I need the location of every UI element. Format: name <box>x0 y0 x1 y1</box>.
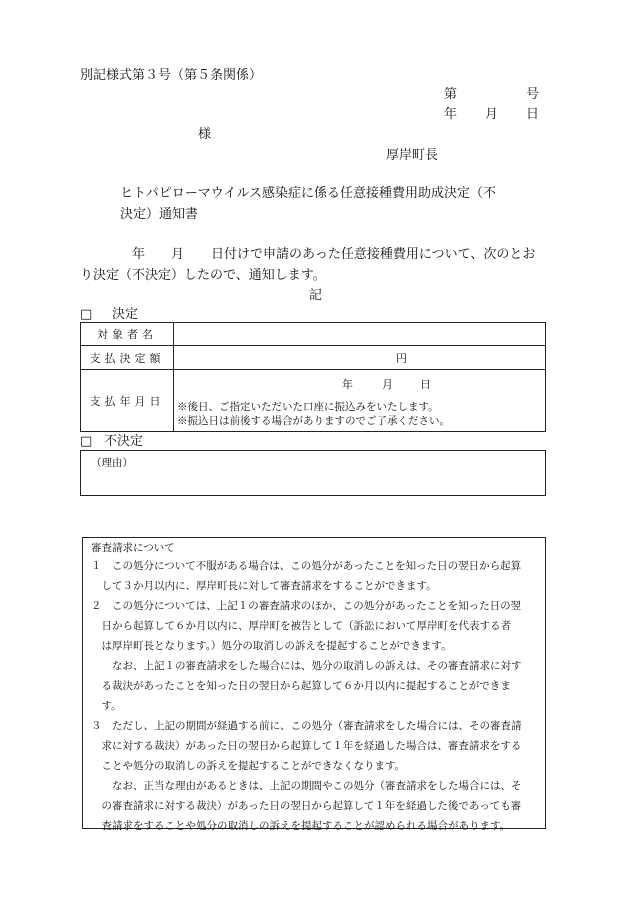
appeal-line: る裁決があったことを知った日の翌日から起算して６か月以内に提起することができま <box>91 680 511 692</box>
appeal-line: して３か月以内に、厚岸町長に対して審査請求をすることができます。 <box>91 580 437 592</box>
appeal-line: 日から起算して６か月以内に、厚岸町を被告として（訴訟において厚岸町を代表する者 <box>91 620 511 632</box>
sender: 厚岸町長 <box>386 148 439 163</box>
appeal-line: 求に対する裁決）があった日の翌日から起算して１年を経過した場合は、審査請求をする <box>91 740 522 752</box>
body-line-2: り決定（不決定）したので、通知します。 <box>80 268 326 283</box>
table-row <box>81 370 546 432</box>
decision-checkbox[interactable]: □ <box>80 307 93 322</box>
recipient-honorific: 様 <box>198 127 212 142</box>
date-day: 日 <box>526 107 540 122</box>
yen-unit: 円 <box>396 351 407 365</box>
body-year: 年 <box>132 247 146 262</box>
payment-note-2: ※振込日は前後する場合がありますのでご了承ください。 <box>177 415 450 427</box>
decision-label: 決定 <box>112 307 139 322</box>
ki-heading: 記 <box>309 288 323 303</box>
appeal-line: 査請求をすることや処分の取消しの訴えを提起することが認められる場合があります。 <box>91 820 511 832</box>
payment-amount-label: 支払決定額 <box>81 346 174 370</box>
appeal-line: なお、正当な理由があるときは、上記の期間やこの処分（審査請求をした場合には、そ <box>91 780 522 792</box>
table-row <box>81 323 546 346</box>
doc-no-suffix: 号 <box>526 87 540 102</box>
appeal-line: の審査請求に対する裁決）があった日の翌日から起算して１年を経過した後であっても審 <box>91 800 522 812</box>
payment-date-label: 支払年月日 <box>81 370 174 432</box>
doc-no-prefix: 第 <box>444 87 458 102</box>
non-decision-checkbox[interactable]: □ <box>80 434 93 449</box>
target-name-label: 対象者名 <box>81 323 174 346</box>
appeal-line: は厚岸町長となります。）処分の取消しの訴えを提起することができます。 <box>91 640 452 652</box>
payment-amount-field[interactable] <box>174 346 546 370</box>
payment-year: 年 <box>342 378 353 391</box>
non-decision-label: 不決定 <box>104 434 144 449</box>
date-year: 年 <box>444 107 458 122</box>
body-month: 月 <box>171 247 185 262</box>
body-line-1: 日付けで申請のあった任意接種費用について、次のとお <box>211 247 536 262</box>
payment-date-field[interactable] <box>174 370 546 432</box>
appeal-line: ことや処分の取消しの訴えを提起することができなくなります。 <box>91 760 406 772</box>
appeal-title: 審査請求について <box>91 542 175 554</box>
form-id: 別記様式第３号（第５条関係） <box>80 68 263 83</box>
appeal-line: なお、上記１の審査請求をした場合には、処分の取消しの訴えは、その審査請求に対す <box>91 660 522 672</box>
decision-table <box>80 322 546 432</box>
title-line-1: ヒトパピローマウイルス感染症に係る任意接種費用助成決定（不 <box>120 186 496 201</box>
appeal-notice-box <box>82 537 546 832</box>
appeal-line: ２ この処分については、上記１の審査請求のほか、この処分があったことを知った日の翌 <box>91 600 522 612</box>
payment-note-1: ※後日、ご指定いただいた口座に振込みをいたします。 <box>177 401 439 413</box>
appeal-line: １ この処分について不服がある場合は、この処分があったことを知った日の翌日から起算 <box>91 560 522 572</box>
title-line-2: 決定）通知書 <box>120 207 199 222</box>
table-row <box>81 346 546 370</box>
payment-month: 月 <box>382 378 393 391</box>
appeal-line: ３ ただし、上記の期間が経過する前に、この処分（審査請求をした場合には、その審査請 <box>91 720 522 732</box>
appeal-line: す。 <box>91 700 122 712</box>
reason-box[interactable] <box>80 450 546 496</box>
payment-day: 日 <box>420 378 431 391</box>
reason-label: （理由） <box>91 457 133 469</box>
date-month: 月 <box>485 107 499 122</box>
target-name-field[interactable] <box>174 323 546 346</box>
